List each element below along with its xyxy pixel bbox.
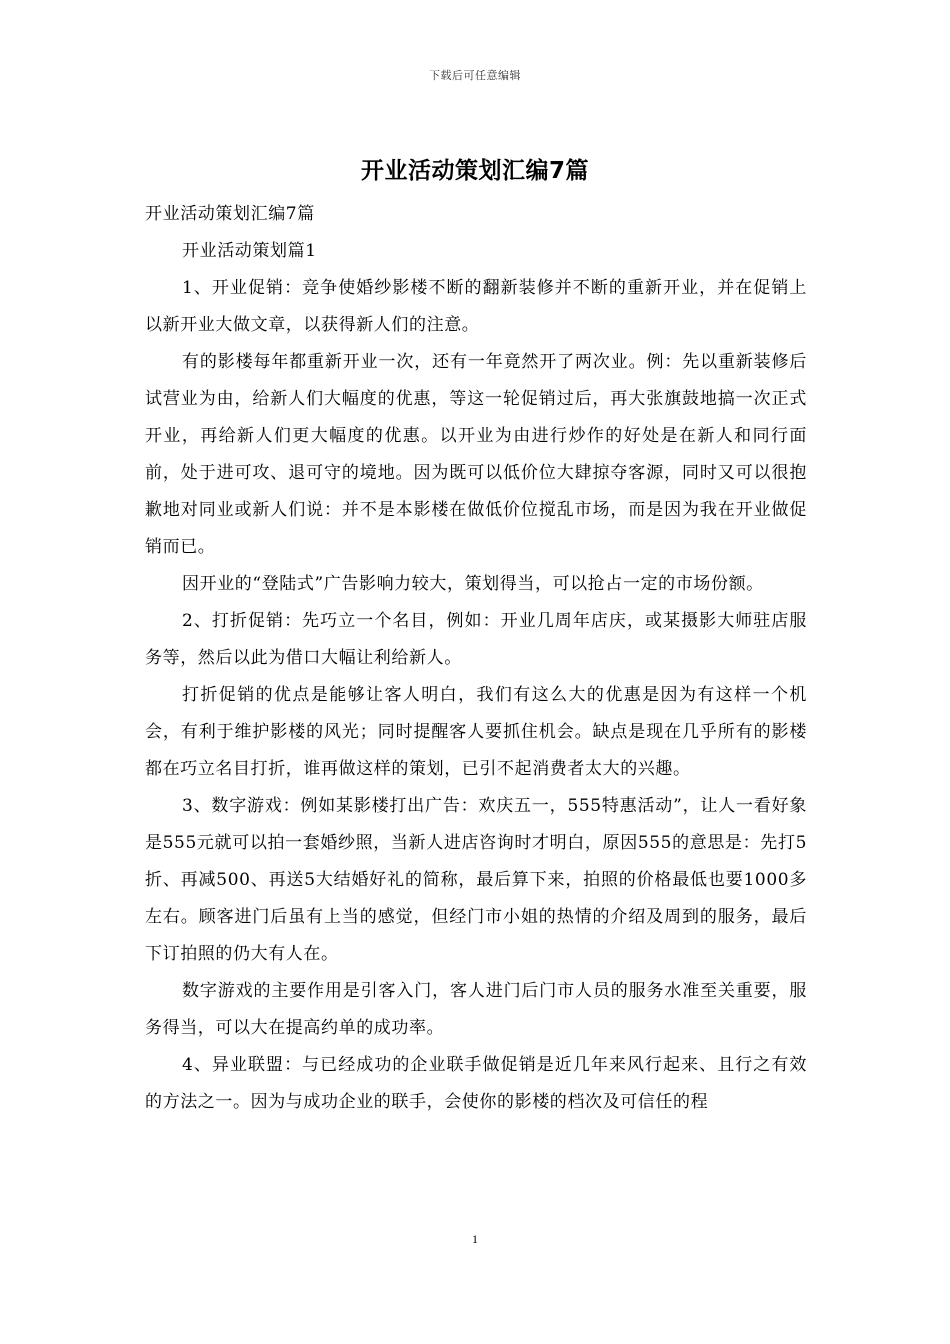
paragraph-section-heading: 开业活动策划篇1 <box>182 241 317 261</box>
paragraph: 2、打折促销：先巧立一个名目，例如：开业几周年店庆，或某摄影大师驻店服务等，然后以此为借口大幅让利给新人。 <box>145 611 807 668</box>
paragraph: 3、数字游戏：例如某影楼打出广告：欢庆五一，555特惠活动”，让人一看好象是555元就可以拍一套婚纱照，当新人进店咨询时才明白，原因555的意思是：先打5折、再减500、再送5大结婚好礼的简称，最后算下来，拍照的价格最低也要1000多左右。顾客进门后虽有上当的感觉，但经门市小姐的热情的介绍及周到的服务，最后下订拍照的仍大有人在。 <box>145 796 807 964</box>
page-number: 1 <box>472 1232 478 1246</box>
document-title: 开业活动策划汇编7篇 <box>360 158 589 184</box>
paragraph: 打折促销的优点是能够让客人明白，我们有这么大的优惠是因为有这样一个机会，有利于维护影楼的风光；同时提醒客人要抓住机会。缺点是现在几乎所有的影楼都在巧立名目打折，谁再做这样的策划，已引不起消费者太大的兴趣。 <box>145 685 807 779</box>
paragraph: 1、开业促销：竞争使婚纱影楼不断的翻新装修并不断的重新开业，并在促销上以新开业大做文章，以获得新人们的注意。 <box>145 278 807 335</box>
paragraph-subtitle: 开业活动策划汇编7篇 <box>145 204 315 224</box>
paragraph: 4、异业联盟：与已经成功的企业联手做促销是近几年来风行起来、且行之有效的方法之一。因为与成功企业的联手，会使你的影楼的档次及可信任的程 <box>145 1055 807 1112</box>
page-header-note: 下载后可任意编辑 <box>429 69 521 82</box>
paragraph: 因开业的“登陆式”广告影响力较大，策划得当，可以抢占一定的市场份额。 <box>182 574 764 594</box>
paragraph: 有的影楼每年都重新开业一次，还有一年竟然开了两次业。例：先以重新装修后试营业为由，给新人们大幅度的优惠，等这一轮促销过后，再大张旗鼓地搞一次正式开业，再给新人们更大幅度的优惠。以开业为由进行炒作的好处是在新人和同行面前，处于进可攻、退可守的境地。因为既可以低价位大肆掠夺客源，同时又可以很抱歉地对同业或新人们说：并不是本影楼在做低价位搅乱市场，而是因为我在开业做促销而已。 <box>145 352 807 557</box>
document-body <box>145 196 807 1121</box>
paragraph: 数字游戏的主要作用是引客入门，客人进门后门市人员的服务水准至关重要，服务得当，可以大在提高约单的成功率。 <box>145 981 807 1038</box>
